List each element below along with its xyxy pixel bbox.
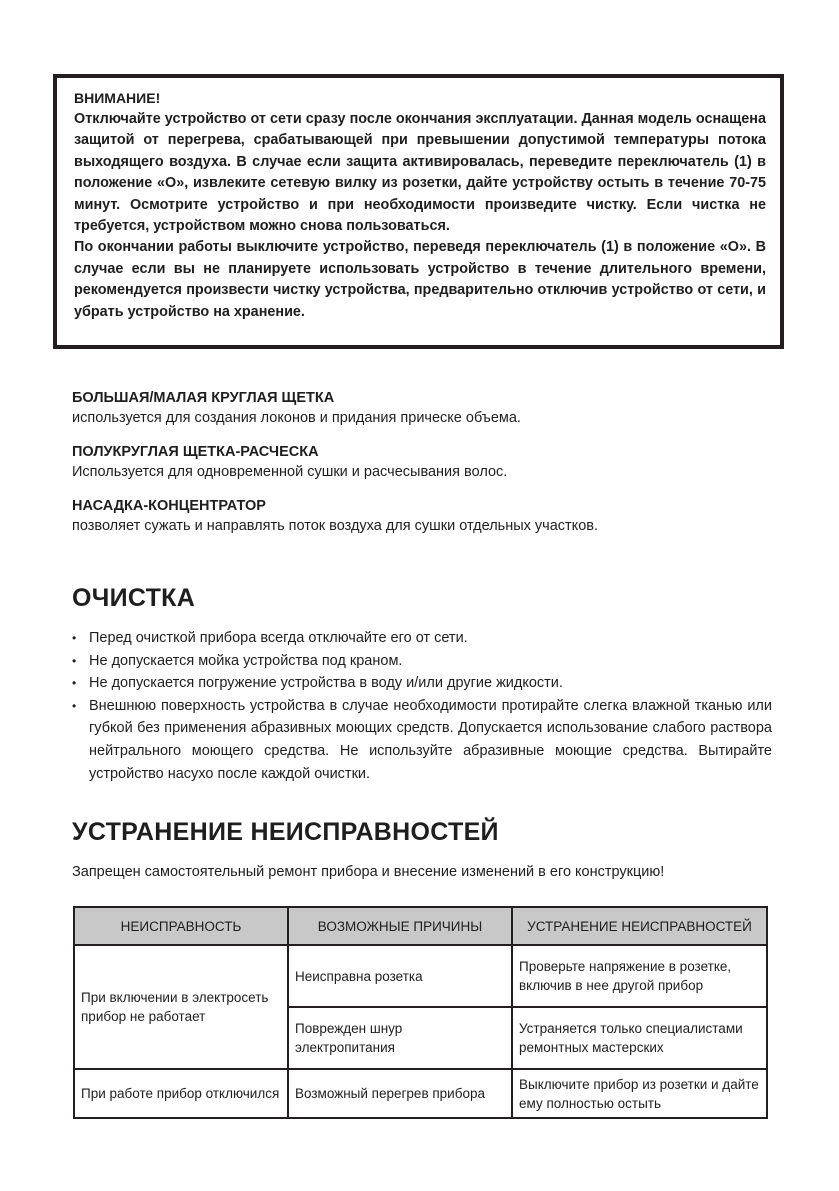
list-item: • Перед очисткой прибора всегда отключайте его от сети. <box>72 627 772 650</box>
warning-box <box>53 74 784 349</box>
warning-paragraph-2: По окончании работы выключите устройство, переведя переключатель (1) в положение «О». В случае если вы не планируете использовать устройство в течение длительного времени, рекомендуется произвести чистку устройства, предварительно отключив устройство от сети, и убрать устройство на хранение. <box>74 239 766 320</box>
problem-cell: При работе прибор отключился <box>74 1069 288 1118</box>
solution-cell: Выключите прибор из розетки и дайте ему полностью остыть <box>512 1069 767 1118</box>
cause-cell: Неисправна розетка <box>288 945 512 1007</box>
table-header-row <box>74 907 767 945</box>
table-row <box>74 945 767 1007</box>
column-header-solution: УСТРАНЕНИЕ НЕИСПРАВНОСТЕЙ <box>512 907 767 945</box>
solution-cell: Устраняется только специалистами ремонтных мастерских <box>512 1007 767 1069</box>
accessory-concentrator <box>72 496 792 536</box>
column-header-problem: НЕИСПРАВНОСТЬ <box>74 907 288 945</box>
accessory-half-round-brush <box>72 442 792 482</box>
list-item: • Внешнюю поверхность устройства в случае необходимости протирайте слегка влажной тканью или губкой без применения абразивных моющих средств. Допускается использование слабого раствора нейтрального моющего средства. Не используйте абразивные моющие средства. Вытирайте устройство насухо после каждой очистки. <box>72 695 772 785</box>
troubleshooting-table <box>73 906 768 1119</box>
warning-paragraph-1: Отключайте устройство от сети сразу после окончания эксплуатации. Данная модель оснащена защитой от перегрева, срабатывающей при превышении допустимой температуры потока выходящего воздуха. В случае если защита активировалась, переведите переключатель (1) в положение «О», извлеките сетевую вилку из розетки, дайте устройству остыть в течение 70-75 минут. Осмотрите устройство и при необходимости произведите чистку. Если чистка не требуется, устройством можно снова пользоваться. <box>74 111 766 235</box>
solution-cell: Проверьте напряжение в розетке, включив в нее другой прибор <box>512 945 767 1007</box>
list-item: • Не допускается погружение устройства в воду и/или другие жидкости. <box>72 672 772 695</box>
list-item: • Не допускается мойка устройства под краном. <box>72 650 772 673</box>
accessory-title: БОЛЬШАЯ/МАЛАЯ КРУГЛАЯ ЩЕТКА <box>72 390 335 406</box>
cleaning-list <box>72 627 772 785</box>
table-row <box>74 1069 767 1118</box>
accessory-title: ПОЛУКРУГЛАЯ ЩЕТКА-РАСЧЕСКА <box>72 444 319 460</box>
column-header-cause: ВОЗМОЖНЫЕ ПРИЧИНЫ <box>288 907 512 945</box>
troubleshooting-heading: УСТРАНЕНИЕ НЕИСПРАВНОСТЕЙ <box>72 818 499 846</box>
troubleshooting-intro: Запрещен самостоятельный ремонт прибора и внесение изменений в его конструкцию! <box>72 864 665 880</box>
accessory-description: Используется для одновременной сушки и расчесывания волос. <box>72 464 508 480</box>
accessory-description: позволяет сужать и направлять поток воздуха для сушки отдельных участков. <box>72 518 598 534</box>
problem-cell: При включении в электросеть прибор не работает <box>74 945 288 1069</box>
cause-cell: Возможный перегрев прибора <box>288 1069 512 1118</box>
warning-title: ВНИМАНИЕ! <box>74 90 161 106</box>
accessory-round-brush <box>72 388 792 428</box>
cleaning-heading: ОЧИСТКА <box>72 584 196 612</box>
accessory-description: используется для создания локонов и придания прическе объема. <box>72 410 521 426</box>
accessory-title: НАСАДКА-КОНЦЕНТРАТОР <box>72 498 266 514</box>
cause-cell: Поврежден шнур электропитания <box>288 1007 512 1069</box>
